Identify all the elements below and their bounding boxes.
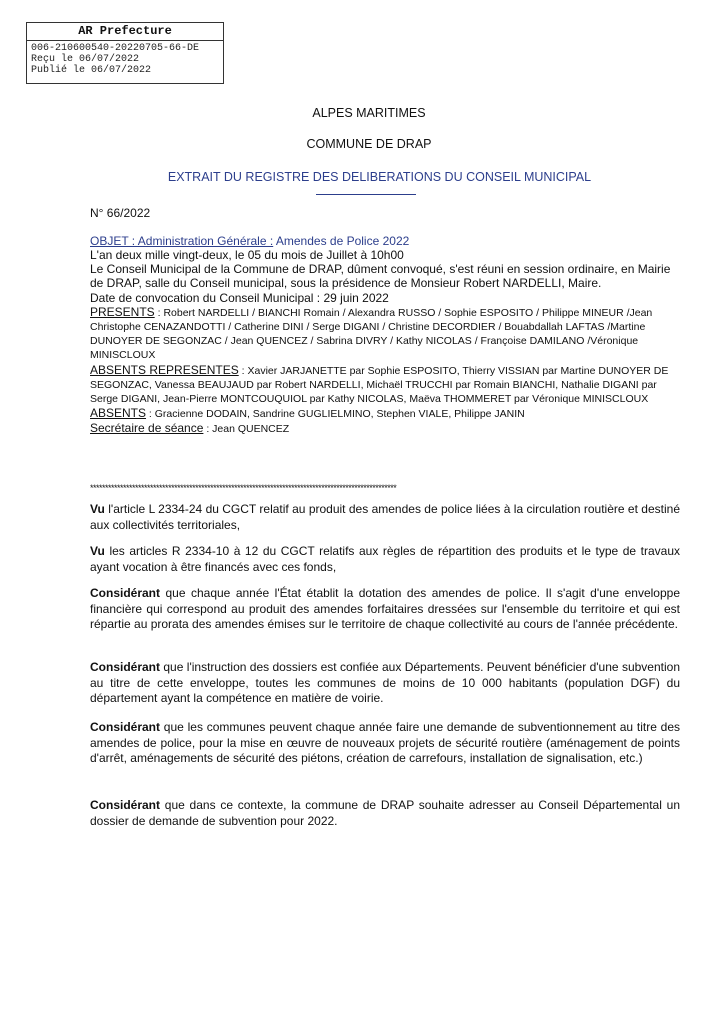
paragraph-text: l'article L 2334-24 du CGCT relatif au produit des amendes de police liées à la circulation routière et destiné aux collectivités territoriales, (90, 502, 680, 532)
paragraph-lead: Considérant (90, 586, 161, 600)
stamp-reference: 006-210600540-20220705-66-DE (31, 43, 200, 54)
paragraph-text: les articles R 2334-10 à 12 du CGCT relatifs aux règles de répartition des produits et le type de travaux ayant vocation à être financés avec ces fonds, (90, 544, 680, 574)
absents-list (90, 406, 680, 421)
secretary-line (90, 421, 680, 436)
presents-label: PRESENTS (90, 304, 155, 319)
stamp-published-date: Publié le 06/07/2022 (31, 65, 152, 76)
meeting-intro: Le Conseil Municipal de la Commune de DRAP, dûment convoqué, s'est réuni en session ordinaire, en Mairie de DRAP, salle du Conseil municipal, sous la présidence de Monsieur Robert NARDELLI, Maire. (90, 262, 671, 291)
absents-label: ABSENTS (90, 406, 147, 421)
stamp-received-date: Reçu le 06/07/2022 (31, 54, 140, 65)
represented-list (90, 363, 680, 407)
commune-title: COMMUNE DE DRAP (306, 137, 432, 151)
paragraph-lead: Considérant (90, 720, 161, 734)
paragraph-lead: Considérant (90, 798, 161, 812)
convocation-date: Date de convocation du Conseil Municipal : 29 juin 2022 (90, 290, 389, 305)
represented-names: : Xavier JARJANETTE par Sophie ESPOSITO, Thierry VISSIAN par Martine DUNOYER DE SEGONZAC, Vanessa BEAUJAUD par Robert NARDELLI, Michaël TRUCCHI par Romain BIANCHI, Nathalie DIGANI par Serge DIGANI, Jean-Pierre MONTCOUQUIOL par Kathy NICOLAS, Maëva THOMMERET par Véronique MINISCLOUX (90, 364, 669, 406)
objet-text: Amendes de Police 2022 (273, 234, 410, 248)
paragraph-considerant-3 (90, 720, 680, 767)
paragraph-considerant-1 (90, 586, 680, 633)
paragraph-text: que les communes peuvent chaque année faire une demande de subventionnement au titre des amendes de police, pour la mise en œuvre de nouveaux projets de sécurité routière (aménagement de points d'arrêt, aménagements de sécurité des piétons, création de carrefours, installation de signalisation, etc.) (90, 720, 680, 766)
presents-list (90, 305, 680, 363)
department-title: ALPES MARITIMES (312, 106, 426, 120)
objet-label: OBJET : Administration Générale : (90, 234, 274, 248)
paragraph-vu-1 (90, 502, 680, 533)
secretary-name: : Jean QUENCEZ (203, 423, 290, 436)
header-divider (316, 194, 416, 195)
paragraph-text: que chaque année l'État établit la dotation des amendes de police. Il s'agit d'une enveloppe financière qui correspond au produit des amendes forfaitaires dressées sur l'ensemble du territoire et qui est répartie au prorata des amendes émises sur le territoire de chaque collectivité au cours de l'année précédente. (90, 586, 680, 632)
represented-label: ABSENTS REPRESENTES (90, 362, 239, 377)
meeting-details (90, 248, 680, 437)
paragraph-lead: Considérant (90, 660, 161, 674)
document-header (0, 106, 724, 184)
separator-line: ****************************************************************************************************** (90, 484, 397, 492)
deliberation-number: N° 66/2022 (90, 206, 151, 220)
register-title: EXTRAIT DU REGISTRE DES DELIBERATIONS DU CONSEIL MUNICIPAL (167, 170, 592, 184)
paragraph-considerant-4 (90, 798, 680, 829)
secretary-label: Secrétaire de séance (90, 421, 204, 436)
paragraph-vu-2 (90, 544, 680, 575)
presents-names: : Robert NARDELLI / BIANCHI Romain / Alexandra RUSSO / Sophie ESPOSITO / Philippe MINEUR /Jean Christophe CENAZANDOTTI / Catherine DINI / Serge DIGANI / Christine DECORDIER / Bouabdallah LAFTAS /Martine DUNOYER DE SEGONZAC / Jean QUENCEZ / Sabrina DIVRY / Kathy NICOLAS / Françoise DAMILANO /Véronique MINISCLOUX (90, 306, 653, 362)
meeting-date: L'an deux mille vingt-deux, le 05 du mois de Juillet à 10h00 (90, 248, 404, 262)
prefecture-stamp (26, 22, 224, 84)
paragraph-lead: Vu (90, 544, 105, 558)
stamp-title: AR Prefecture (27, 23, 223, 41)
paragraph-considerant-2 (90, 660, 680, 707)
paragraph-text: que l'instruction des dossiers est confiée aux Départements. Peuvent bénéficier d'une subvention au titre de cette enveloppe, toutes les communes de moins de 10 000 habitants (population DGF) du département ayant la compétence en matière de voirie. (90, 660, 680, 706)
objet-line (90, 234, 680, 248)
paragraph-text: que dans ce contexte, la commune de DRAP souhaite adresser au Conseil Départemental un dossier de demande de subvention pour 2022. (90, 798, 680, 828)
paragraph-lead: Vu (90, 502, 105, 516)
absents-names: : Gracienne DODAIN, Sandrine GUGLIELMINO, Stephen VIALE, Philippe JANIN (146, 408, 525, 421)
